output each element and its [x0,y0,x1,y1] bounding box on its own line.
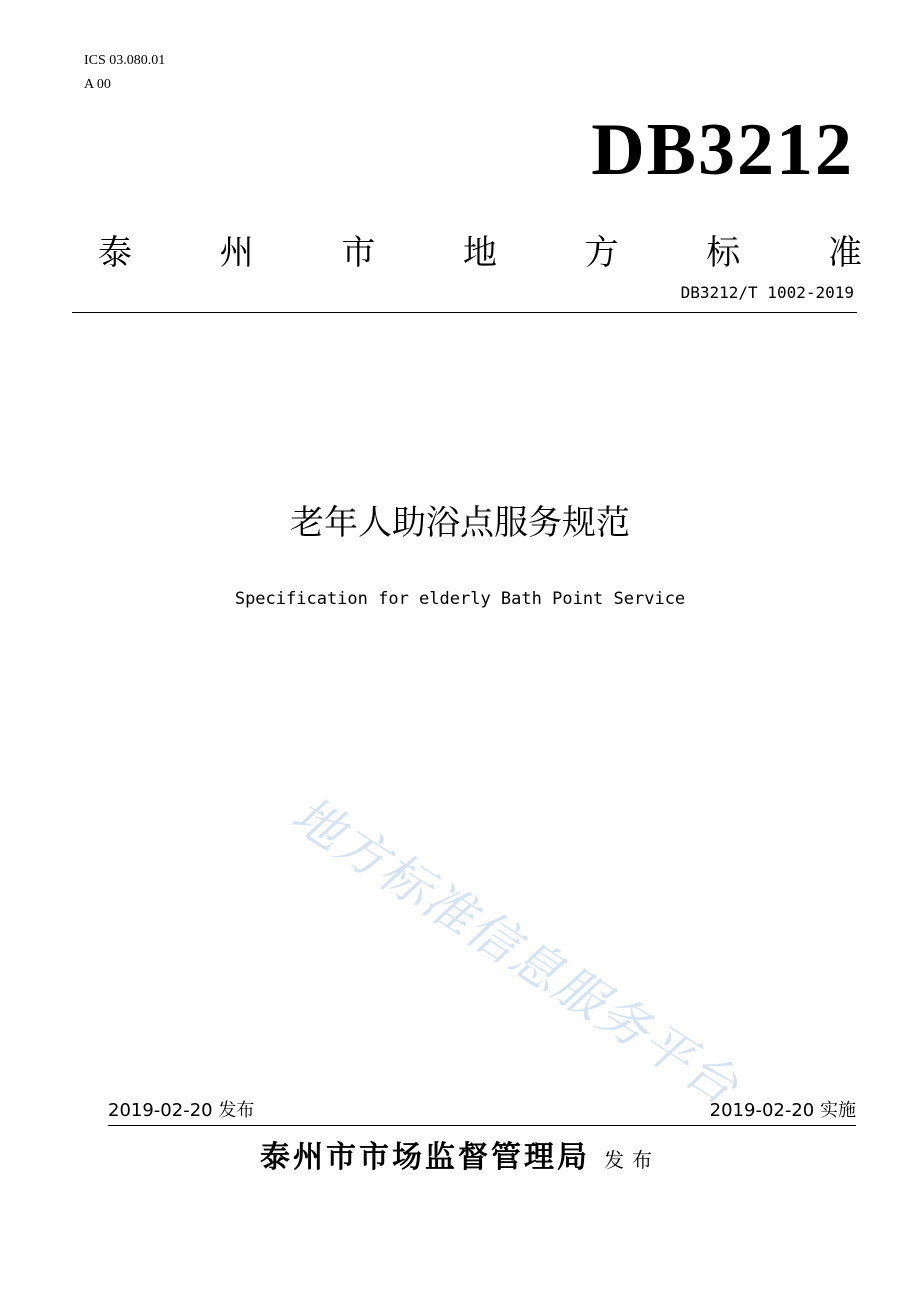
implement-date: 2019-02-20 实施 [709,1100,856,1121]
standard-number: DB3212/T 1002-2019 [680,283,854,302]
standard-type-char: 州 [219,233,254,273]
watermark: 地方标准信息服务平台 [281,785,750,1117]
document-title-cn: 老年人助浴点服务规范 [290,503,630,543]
standard-type-char: 准 [827,233,862,273]
header-divider [72,312,857,313]
publish-date: 2019-02-20 发布 [108,1100,255,1121]
issuer-name: 泰州市市场监督管理局 [260,1140,590,1175]
issue-action: 发布 [604,1148,660,1172]
standard-type-char: 方 [584,233,619,273]
footer-divider [108,1125,856,1126]
standard-type-char: 地 [462,233,497,273]
issuer-line [0,1138,920,1180]
ics-code: ICS 03.080.01 [84,53,166,68]
standard-type-heading [98,230,862,276]
standard-type-char: 泰 [98,233,132,273]
standard-type-char: 标 [706,233,741,273]
ccs-code: A 00 [84,77,111,92]
document-title-en: Specification for elderly Bath Point Service [234,589,686,609]
standard-type-char: 市 [341,233,376,273]
standard-code-logo: DB3212 [591,109,854,191]
